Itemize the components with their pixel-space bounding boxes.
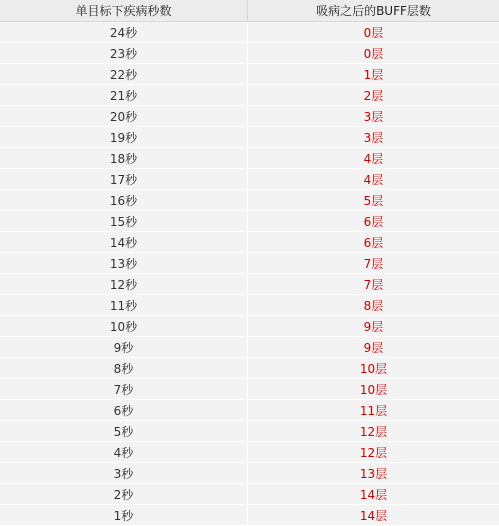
table-row — [0, 64, 499, 85]
table-header-row — [0, 0, 499, 22]
seconds-cell: 19秒 — [0, 127, 248, 147]
seconds-cell: 12秒 — [0, 274, 248, 294]
seconds-cell: 2秒 — [0, 484, 248, 504]
buff-layer-cell: 11层 — [359, 403, 388, 418]
buff-layer-cell: 5层 — [363, 193, 384, 208]
seconds-cell: 3秒 — [0, 463, 248, 483]
table-row — [0, 85, 499, 106]
seconds-cell: 11秒 — [0, 295, 248, 315]
table-row — [0, 253, 499, 274]
seconds-cell: 8秒 — [0, 358, 248, 378]
buff-layer-cell: 14层 — [359, 508, 388, 523]
buff-layer-cell: 3层 — [363, 109, 384, 124]
table-row — [0, 400, 499, 421]
header-buff-layers: 吸病之后的BUFF层数 — [316, 4, 431, 18]
seconds-cell: 4秒 — [0, 442, 248, 462]
seconds-cell: 17秒 — [0, 169, 248, 189]
table-row — [0, 505, 499, 526]
table-row — [0, 274, 499, 295]
table-row — [0, 337, 499, 358]
buff-layer-cell: 14层 — [359, 487, 388, 502]
buff-layer-cell: 9层 — [363, 319, 384, 334]
seconds-cell: 9秒 — [0, 337, 248, 357]
seconds-cell: 6秒 — [0, 400, 248, 420]
seconds-cell: 13秒 — [0, 253, 248, 273]
buff-layer-cell: 2层 — [363, 88, 384, 103]
buff-layer-cell: 0层 — [363, 46, 384, 61]
table-row — [0, 421, 499, 442]
buff-layer-cell: 12层 — [359, 445, 388, 460]
table-row — [0, 379, 499, 400]
table-row — [0, 316, 499, 337]
seconds-cell: 16秒 — [0, 190, 248, 210]
buff-layer-cell: 13层 — [359, 466, 388, 481]
table-body — [0, 22, 499, 526]
seconds-cell: 1秒 — [0, 505, 248, 525]
buff-layer-cell: 4层 — [363, 151, 384, 166]
buff-layer-cell: 0层 — [363, 25, 384, 40]
table-row — [0, 190, 499, 211]
buff-layer-cell: 8层 — [363, 298, 384, 313]
table-row — [0, 148, 499, 169]
buff-layer-cell: 4层 — [363, 172, 384, 187]
buff-layer-cell: 1层 — [363, 67, 384, 82]
header-seconds: 单目标下疾病秒数 — [0, 0, 248, 21]
table-row — [0, 295, 499, 316]
seconds-cell: 14秒 — [0, 232, 248, 252]
table-row — [0, 484, 499, 505]
seconds-cell: 20秒 — [0, 106, 248, 126]
buff-layer-cell: 3层 — [363, 130, 384, 145]
buff-layer-cell: 7层 — [363, 277, 384, 292]
table-row — [0, 232, 499, 253]
buff-layer-cell: 12层 — [359, 424, 388, 439]
buff-layer-cell: 9层 — [363, 340, 384, 355]
buff-layer-cell: 6层 — [363, 214, 384, 229]
buff-layer-cell: 6层 — [363, 235, 384, 250]
table-row — [0, 169, 499, 190]
seconds-cell: 21秒 — [0, 85, 248, 105]
table-row — [0, 22, 499, 43]
table-row — [0, 463, 499, 484]
table-row — [0, 358, 499, 379]
seconds-cell: 18秒 — [0, 148, 248, 168]
table-row — [0, 127, 499, 148]
table-row — [0, 442, 499, 463]
buff-layer-cell: 10层 — [359, 361, 388, 376]
buff-layer-cell: 7层 — [363, 256, 384, 271]
buff-layer-cell: 10层 — [359, 382, 388, 397]
seconds-cell: 5秒 — [0, 421, 248, 441]
seconds-cell: 23秒 — [0, 43, 248, 63]
seconds-cell: 24秒 — [0, 22, 248, 42]
table-row — [0, 211, 499, 232]
seconds-cell: 22秒 — [0, 64, 248, 84]
table-row — [0, 106, 499, 127]
seconds-cell: 15秒 — [0, 211, 248, 231]
table-row — [0, 43, 499, 64]
seconds-cell: 10秒 — [0, 316, 248, 336]
seconds-cell: 7秒 — [0, 379, 248, 399]
